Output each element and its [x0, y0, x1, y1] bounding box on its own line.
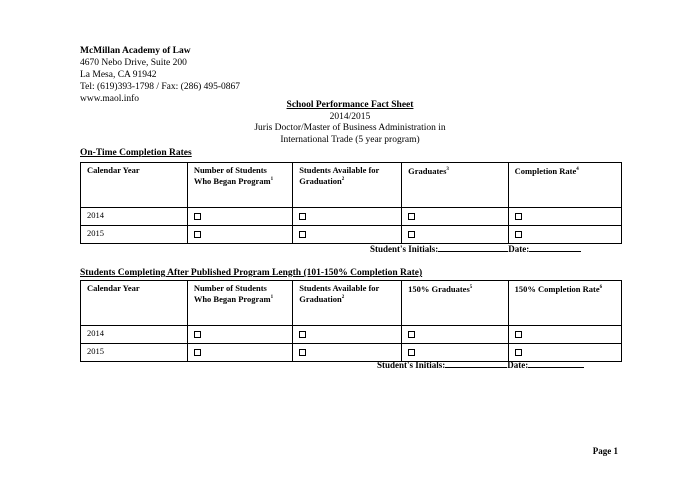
table-cell: [402, 344, 509, 362]
column-header: Completion Rate$^4$: [508, 163, 621, 208]
page-number: Page 1: [592, 446, 618, 456]
checkbox-icon[interactable]: [515, 213, 522, 220]
table-cell: [293, 226, 402, 244]
checkbox-icon[interactable]: [408, 213, 415, 220]
table-row: [81, 226, 622, 244]
extended-completion-table: [80, 280, 622, 362]
address-line-2: La Mesa, CA 91942: [80, 70, 157, 80]
column-header: 150% Graduates$^5$: [402, 281, 509, 326]
table-cell: [508, 226, 621, 244]
table-header-row: [81, 281, 622, 326]
initials-field[interactable]: [438, 251, 508, 252]
table-cell: [293, 326, 402, 344]
school-header: [80, 45, 240, 105]
table-header-row: [81, 163, 622, 208]
calendar-year-cell: 2015: [81, 344, 188, 362]
section-2-heading: Students Completing After Published Program Length (101-150% Completion Rate): [80, 268, 423, 278]
table-cell: [187, 208, 292, 226]
calendar-year-cell: 2015: [81, 226, 188, 244]
column-header: Graduates$^3$: [402, 163, 509, 208]
table-row: [81, 208, 622, 226]
table-cell: [187, 326, 292, 344]
phone-fax: Tel: (619)393-1798 / Fax: (286) 495-0867: [80, 82, 241, 92]
checkbox-icon[interactable]: [408, 349, 415, 356]
date-label: Date:: [507, 360, 529, 370]
column-header: Students Available for Graduation$^2$: [293, 281, 402, 326]
address-line-1: 4670 Nebo Drive, Suite 200: [80, 58, 187, 68]
checkbox-icon[interactable]: [515, 349, 522, 356]
checkbox-icon[interactable]: [299, 331, 306, 338]
checkbox-icon[interactable]: [194, 213, 201, 220]
table-row: [81, 344, 622, 362]
checkbox-icon[interactable]: [408, 231, 415, 238]
checkbox-icon[interactable]: [299, 349, 306, 356]
column-header: Calendar Year: [81, 163, 188, 208]
calendar-year-cell: 2014: [81, 326, 188, 344]
checkbox-icon[interactable]: [194, 349, 201, 356]
initials-row-1: [370, 244, 581, 254]
date-label: Date:: [508, 244, 530, 254]
column-header: 150% Completion Rate$^6$: [508, 281, 621, 326]
section-1-heading: On-Time Completion Rates: [80, 148, 192, 158]
school-name: McMillan Academy of Law: [80, 46, 191, 56]
program-line-2: International Trade (5 year program): [280, 134, 420, 145]
on-time-completion-table: [80, 162, 622, 244]
table-cell: [508, 208, 621, 226]
website: www.maol.info: [80, 94, 140, 104]
table-cell: [293, 344, 402, 362]
program-line-1: Juris Doctor/Master of Business Administration in: [254, 123, 446, 133]
checkbox-icon[interactable]: [299, 213, 306, 220]
column-header: Number of Students Who Began Program$^1$: [187, 163, 292, 208]
column-header: Calendar Year: [81, 281, 188, 326]
column-header: Number of Students Who Began Program$^1$: [187, 281, 292, 326]
table-cell: [508, 326, 621, 344]
title-block: [0, 100, 700, 146]
initials-label: Student's Initials:: [377, 360, 446, 370]
calendar-year-cell: 2014: [81, 208, 188, 226]
table-cell: [402, 326, 509, 344]
checkbox-icon[interactable]: [408, 331, 415, 338]
checkbox-icon[interactable]: [515, 331, 522, 338]
date-field[interactable]: [528, 367, 584, 368]
checkbox-icon[interactable]: [194, 331, 201, 338]
table-cell: [402, 208, 509, 226]
initials-label: Student's Initials:: [370, 244, 439, 254]
page-title: School Performance Fact Sheet: [286, 100, 414, 110]
table-cell: [187, 226, 292, 244]
column-header: Students Available for Graduation$^2$: [293, 163, 402, 208]
initials-field[interactable]: [445, 367, 507, 368]
table-cell: [293, 208, 402, 226]
initials-row-2: [377, 360, 584, 370]
table-cell: [402, 226, 509, 244]
checkbox-icon[interactable]: [515, 231, 522, 238]
title-year: 2014/2015: [329, 111, 371, 122]
table-cell: [508, 344, 621, 362]
checkbox-icon[interactable]: [194, 231, 201, 238]
table-row: [81, 326, 622, 344]
table-cell: [187, 344, 292, 362]
date-field[interactable]: [529, 251, 581, 252]
checkbox-icon[interactable]: [299, 231, 306, 238]
